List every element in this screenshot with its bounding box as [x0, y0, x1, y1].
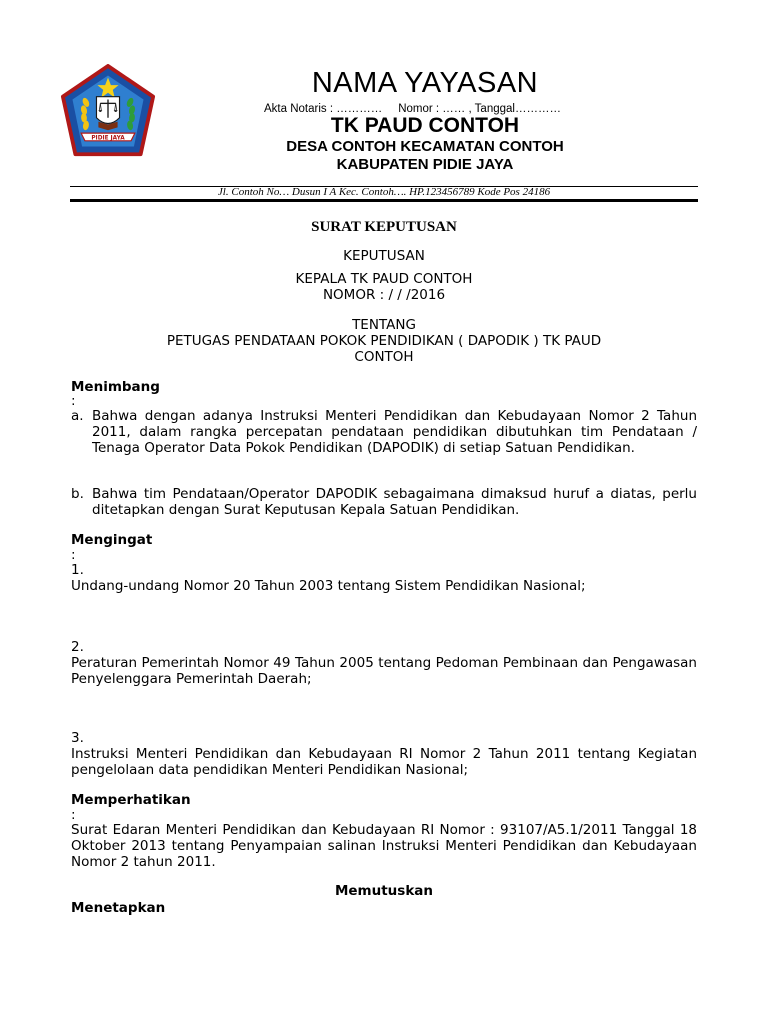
- recalling-heading: Mengingat: [71, 532, 153, 548]
- recalling-colon: :: [71, 547, 76, 563]
- village-district: DESA CONTOH KECAMATAN CONTOH: [286, 138, 564, 155]
- recalling-item-number: 1.: [71, 562, 84, 578]
- recalling-item-text: Instruksi Menteri Pendidikan dan Kebudayaan RI Nomor 2 Tahun 2011 tentang Kegiatan pengelolaan data pendidikan Menteri Pendidikan Nasional;: [71, 746, 697, 778]
- pidie-jaya-emblem-icon: [60, 64, 156, 160]
- foundation-name: NAMA YAYASAN: [311, 67, 539, 99]
- noting-colon: :: [71, 807, 76, 823]
- decision-number: NOMOR : / / /2016: [322, 287, 446, 303]
- decides-heading: Memutuskan: [334, 883, 434, 899]
- considering-item: [71, 408, 697, 456]
- decision-label: KEPUTUSAN: [343, 248, 425, 264]
- subject-line-2: CONTOH: [354, 349, 414, 365]
- considering-item-label: a.: [71, 408, 84, 424]
- regency-name: KABUPATEN PIDIE JAYA: [336, 156, 514, 173]
- noting-text: Surat Edaran Menteri Pendidikan dan Kebudayaan RI Nomor : 93107/A5.1/2011 Tanggal 18 Oktober 2013 tentang Penyampaian salinan Instruksi Menteri Pendidikan dan Kebudayaan Nomor 2 tahun 2011.: [71, 822, 697, 870]
- establishes-heading: Menetapkan: [71, 900, 166, 916]
- school-address: Jl. Contoh No… Dusun I A Kec. Contoh…. HP.123456789 Kode Pos 24186: [217, 186, 551, 198]
- subject-line-1: PETUGAS PENDATAAN POKOK PENDIDIKAN ( DAPODIK ) TK PAUD: [166, 333, 602, 349]
- considering-colon: :: [71, 393, 76, 409]
- recalling-item-number: 3.: [71, 730, 84, 746]
- considering-heading: Menimbang: [71, 379, 160, 395]
- letterhead-divider-thick: [70, 199, 698, 202]
- recalling-item-text: Undang-undang Nomor 20 Tahun 2003 tentang Sistem Pendidikan Nasional;: [71, 578, 586, 594]
- school-name: TK PAUD CONTOH: [330, 114, 520, 137]
- considering-item-text: Bahwa tim Pendataan/Operator DAPODIK sebagaimana dimaksud huruf a diatas, perlu ditetapkan dengan Surat Keputusan Kepala Satuan Pendidikan.: [92, 486, 697, 518]
- about-label: TENTANG: [352, 317, 416, 333]
- noting-heading: Memperhatikan: [71, 792, 191, 808]
- recalling-item-number: 2.: [71, 639, 84, 655]
- issuer-title: KEPALA TK PAUD CONTOH: [295, 271, 473, 287]
- recalling-item-text: Peraturan Pemerintah Nomor 49 Tahun 2005 tentang Pedoman Pembinaan dan Pengawasan Penyelenggara Pemerintah Daerah;: [71, 655, 697, 687]
- considering-item-label: b.: [71, 486, 84, 502]
- emblem-ribbon-text: PIDIE JAYA: [91, 135, 125, 142]
- notary-deed: Akta Notaris : …………: [264, 103, 383, 115]
- considering-item-text: Bahwa dengan adanya Instruksi Menteri Pendidikan dan Kebudayaan Nomor 2 Tahun 2011, dalam rangka percepatan pendataan pendidikan dibutuhkan tim Pendataan / Tenaga Operator Data Pokok Pendidikan (DAPODIK) di setiap Satuan Pendidikan.: [92, 408, 697, 456]
- considering-item: [71, 486, 697, 518]
- notary-number-date: Nomor : …… , Tanggal…………: [398, 103, 561, 115]
- document-title: SURAT KEPUTUSAN: [311, 219, 457, 235]
